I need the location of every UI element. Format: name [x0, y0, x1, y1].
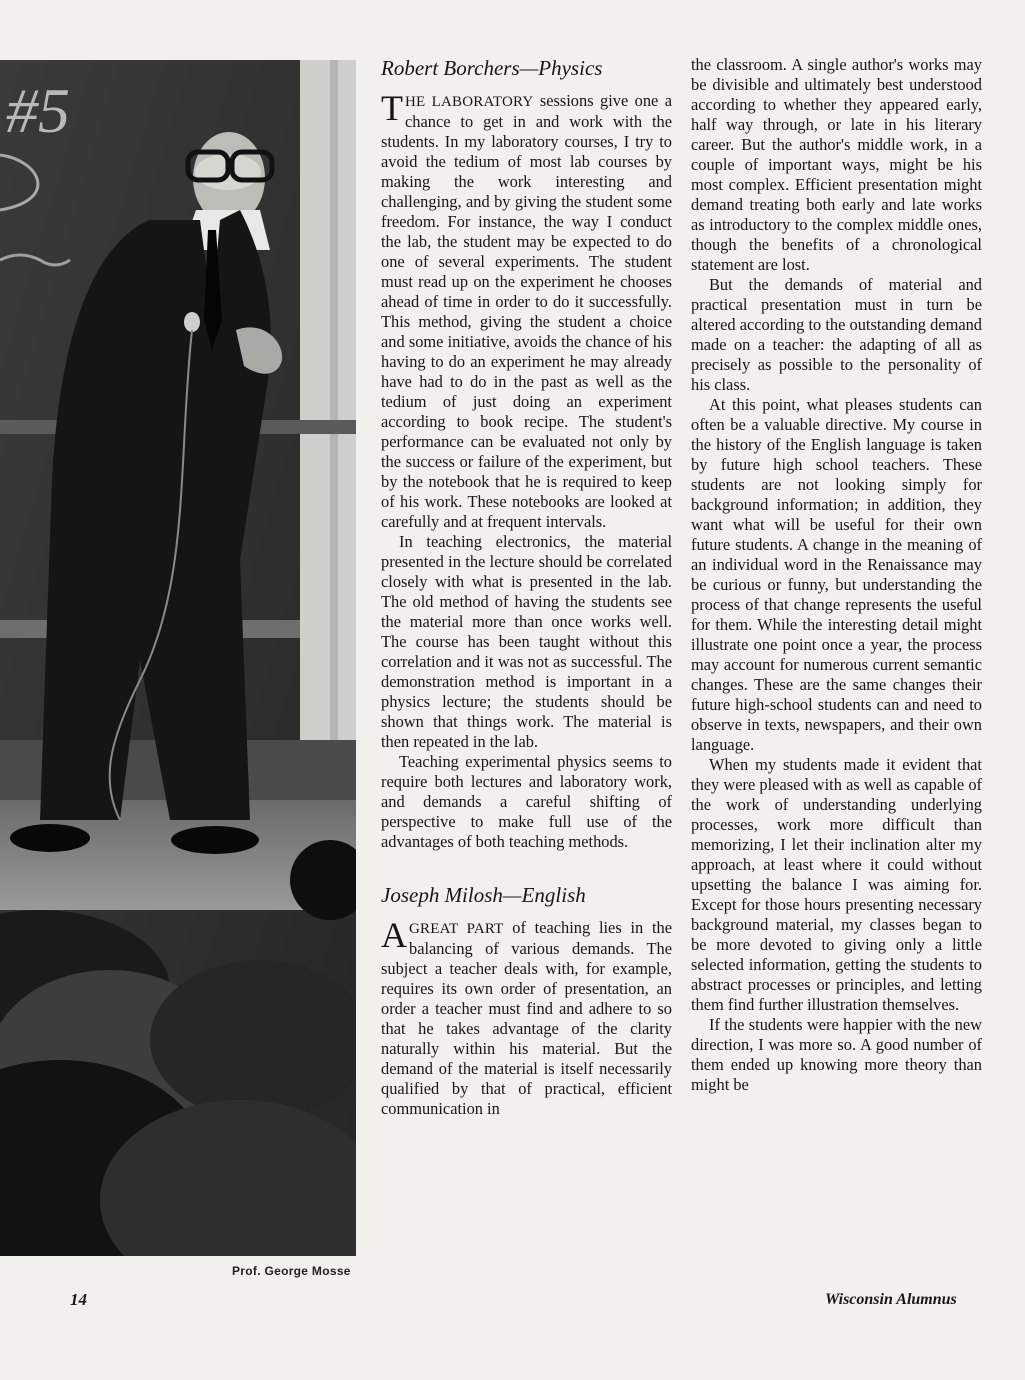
page-number: 14 [70, 1290, 87, 1309]
paragraph: the classroom. A single author's works may be divisible and ultimately best understood according to whether they appeared early, half way through, or late in his literary career. But the author's middle work, in a couple of important ways, might be his most complex. Efficient presentation might demand treating both early and late works as introductory to the complex middle ones, though the benefits of a chronological statement are lost. [691, 55, 982, 274]
drop-cap: T [381, 88, 403, 128]
paragraph [381, 88, 672, 532]
chalk-writing: #5 [6, 75, 70, 146]
column-right [691, 55, 982, 1095]
paragraph: At this point, what pleases students can often be a valuable directive. My course in the history of the English language is taken by future high school teachers. These students are not looking simply for background information; in addition, they want what will be useful for their own future students. A change in the meaning of an individual word in the Renaissance may be curious or funny, but understanding the process of that change represents the useful for them. While the interesting detail might illustrate one point once a year, the process may account for numerous current semantic changes. These are the same changes their future high-school students can and need to observe in texts, newspapers, and their own language. [691, 395, 982, 754]
photo-illustration [0, 60, 356, 1256]
lead-in: HE LABORATORY [405, 94, 534, 110]
publication-name: Wisconsin Alumnus [825, 1291, 957, 1308]
paragraph: But the demands of material and practical presentation must in turn be altered according to the outstanding demand made on a teacher: the adapting of all as precisely as possible to the personality of his class. [691, 275, 982, 394]
lead-in: GREAT PART [409, 921, 504, 937]
column-left [381, 55, 672, 1119]
paragraph: In teaching electronics, the material presented in the lecture should be correlated closely with what is presented in the lab. The old method of having the students see the material more than once works well. The course has been taught without this correlation and it was not as successful. The demonstration method is important in a physics lecture; the students should be shown that things work. The material is then repeated in the lab. [381, 532, 672, 751]
paragraph-text: sessions give one a chance to get in and work with the students. In my laboratory courses, I try to avoid the tedium of most lab courses by making the work interesting and challenging, and by giving the student some freedom. For instance, the way I conduct the lab, the student may be expected to do one of several experiments. The student must read up on the experiment he chooses ahead of time in order to do it successfully. This method, giving the student a choice and some initiative, avoids the chance of his having to do an experiment he may already have had to do in the past as well as the tedium of just doing an experiment according to book recipe. The student's performance can be evaluated not only by the success or failure of the experiment, but by the notebook that he is required to keep of his work. These notebooks are looked at carefully and at frequent intervals. [381, 91, 672, 531]
paragraph [381, 915, 672, 1119]
section-heading-english: Joseph Milosh—English [381, 883, 586, 907]
drop-cap: A [381, 915, 407, 955]
paragraph: If the students were happier with the new direction, I was more so. A good number of them ended up knowing more theory than might be [691, 1015, 982, 1094]
lecture-photo [0, 60, 356, 1256]
paragraph-text: of teaching lies in the balancing of various demands. The subject a teacher deals with, for example, requires its own order of presentation, an order a teacher must find and adhere to so that he takes advantage of the clarity naturally within his material. But the demand of the material is itself necessarily qualified by that of practical, efficient communication in [381, 918, 672, 1118]
paragraph: When my students made it evident that they were pleased with as well as capable of the work of understanding underlying processes, work more difficult than memorizing, I let their inclination alter my approach, at least where it could without upsetting the balance I was aiming for. Except for those hours presenting necessary background material, my classes began to be more devoted to giving only a little selected information, getting the students to abstract processes or principles, and letting them find further illustration themselves. [691, 755, 982, 1014]
paragraph: Teaching experimental physics seems to require both lectures and laboratory work, and demands a careful shifting of perspective to make full use of the advantages of both teaching methods. [381, 752, 672, 851]
section-heading-physics: Robert Borchers—Physics [381, 56, 603, 80]
photo-caption: Prof. George Mosse [232, 1264, 351, 1278]
